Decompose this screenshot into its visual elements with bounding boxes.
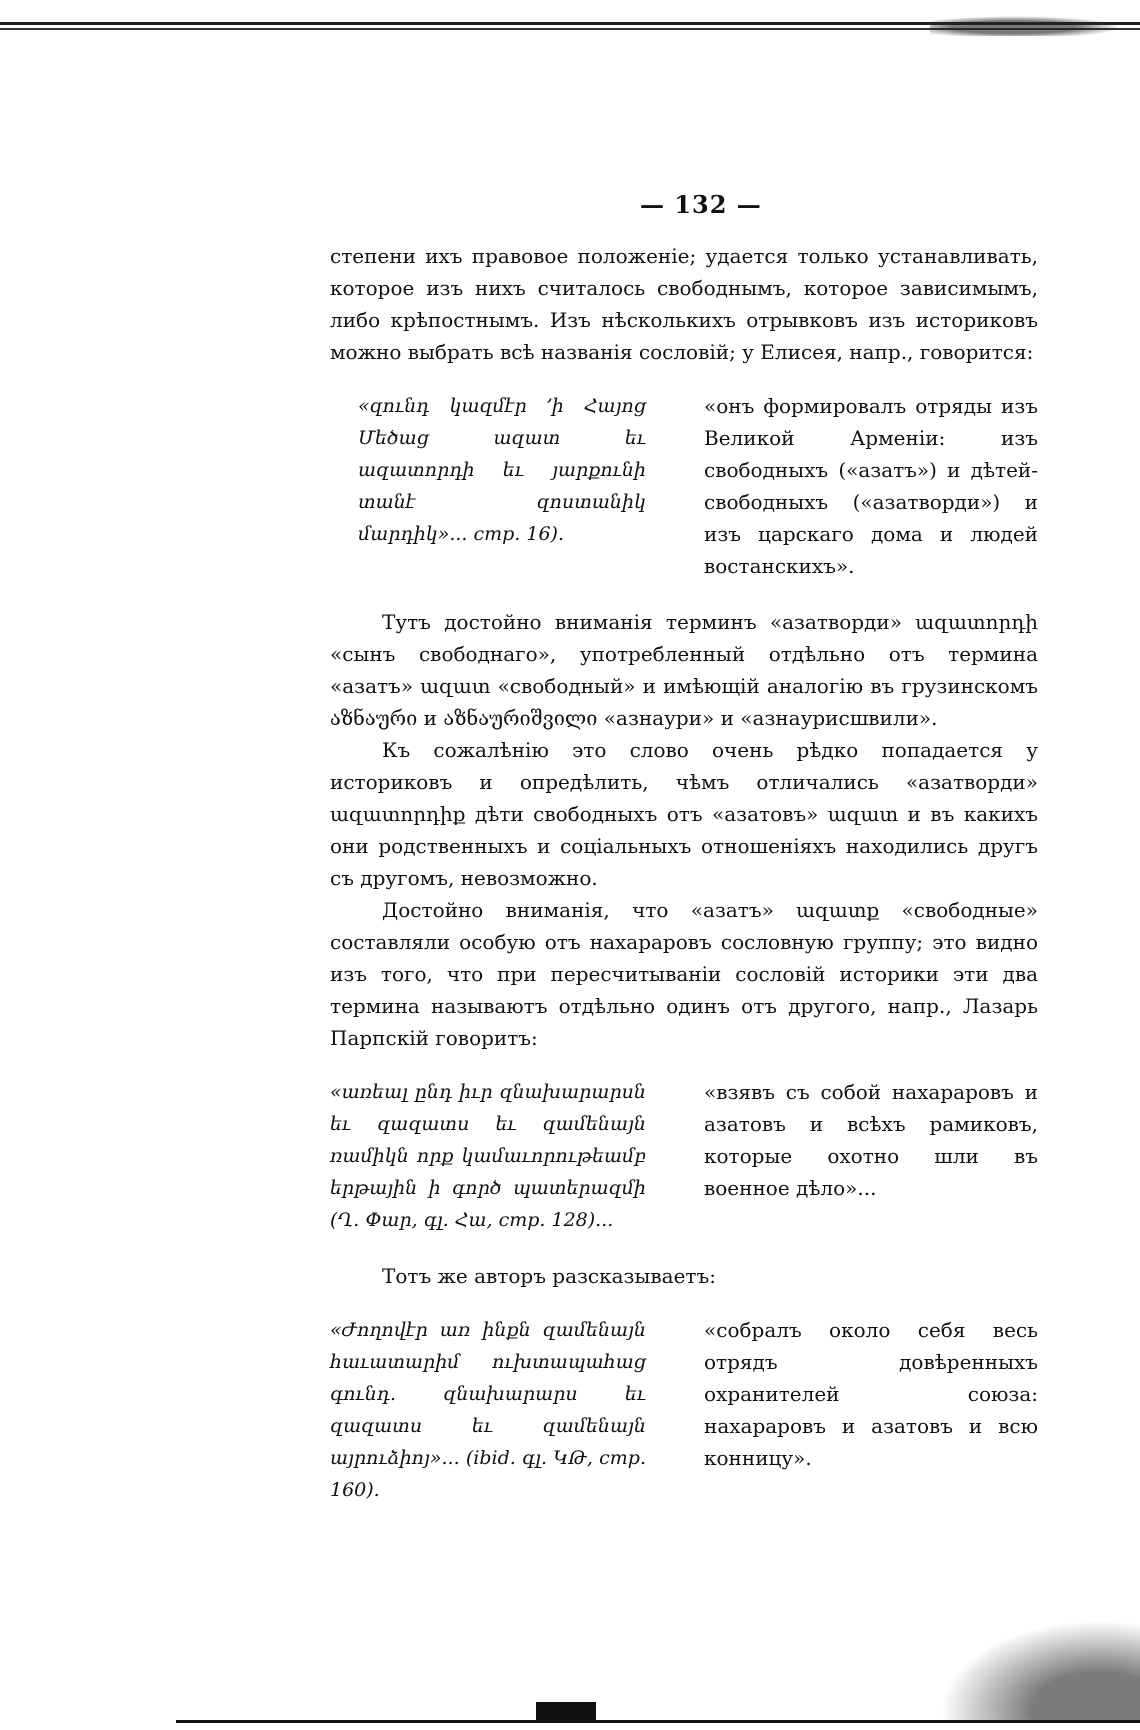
bottom-border-rule	[176, 1720, 1140, 1723]
page-body	[330, 240, 1038, 1530]
quote-2-armenian: «առեալ ընդ իւր զնախարարսն եւ զազատս եւ զամենայն ռամիկն որք կամաւորութեամբ երթային ի գործ պատերազմի (Ղ. Փար, գլ. Հա, стр. 128)...	[330, 1081, 646, 1231]
quote-1-russian: «онъ формировалъ отряды изъ Великой Арменіи: изъ свободныхъ («азатъ») и дѣтей-свободныхъ («азатворди») и изъ царскаго дома и людей востанскихъ».	[704, 394, 1038, 578]
quote-2-russian: «взявъ съ собой нахараровъ и азатовъ и всѣхъ рамиковъ, которые охотно шли въ военное дѣло»...	[704, 1080, 1038, 1200]
quote-block-3	[330, 1314, 1038, 1506]
quote-block-1	[330, 390, 1038, 582]
paragraph-regret: Къ сожалѣнію это слово очень рѣдко попадается у историковъ и опредѣлить, чѣмъ отличались «азатворди» ազատորդիք дѣти свободныхъ отъ «азатовъ» ազատ и въ какихъ они родственныхъ и соціальныхъ отношеніяхъ находились другъ съ другомъ, невозможно.	[330, 738, 1038, 890]
quote-1-armenian: «զունդ կազմէր ՚ի Հայոց Մեծաց ազատ եւ ազատորդի եւ յարքունի տանէ զոստանիկ մարդիկ»... стр. 16).	[358, 395, 646, 545]
quote-3-armenian: «Ժողովէր առ ինքն զամենայն հաւատարիմ ուխտապահաց գունդ. զնախարարս եւ զազատս եւ զամենայն այրուձիոյ»... (ibid. գլ. ԿԹ, стр. 160).	[330, 1319, 646, 1501]
page-number: — 132 —	[640, 190, 762, 219]
quote-block-2	[330, 1076, 1038, 1236]
paragraph-azatvordi: Тутъ достойно вниманія терминъ «азатворди» ազատորդի «сынъ свободнаго», употребленный отдѣльно отъ термина «азатъ» ազատ «свободный» и имѣющій аналогію въ грузинскомъ აზნაური и აზნაურიშვილი «азнаури» и «азнаурисшвили».	[330, 610, 1038, 730]
scan-artifact	[940, 1620, 1140, 1720]
narration-line: Тотъ же авторъ разсказываетъ:	[382, 1264, 716, 1288]
intro-paragraph: степени ихъ правовое положеніе; удается только устанавливать, которое изъ нихъ считалось свободнымъ, которое зависимымъ, либо крѣпостнымъ. Изъ нѣсколькихъ отрывковъ изъ историковъ можно выбрать всѣ названія сословій; у Елисея, напр., говорится:	[330, 244, 1038, 364]
paragraph-azat-group: Достойно вниманія, что «азатъ» ազատք «свободные» составляли особую отъ нахараровъ сословную группу; это видно изъ того, что при пересчитываніи сословій историки эти два термина называютъ отдѣльно одинъ отъ другого, напр., Лазарь Парпскій говоритъ:	[330, 898, 1038, 1050]
quote-3-russian: «собралъ около себя весь отрядъ довѣренныхъ охранителей союза: нахараровъ и азатовъ и всю конницу».	[704, 1318, 1038, 1470]
top-border-rule	[0, 22, 1140, 32]
